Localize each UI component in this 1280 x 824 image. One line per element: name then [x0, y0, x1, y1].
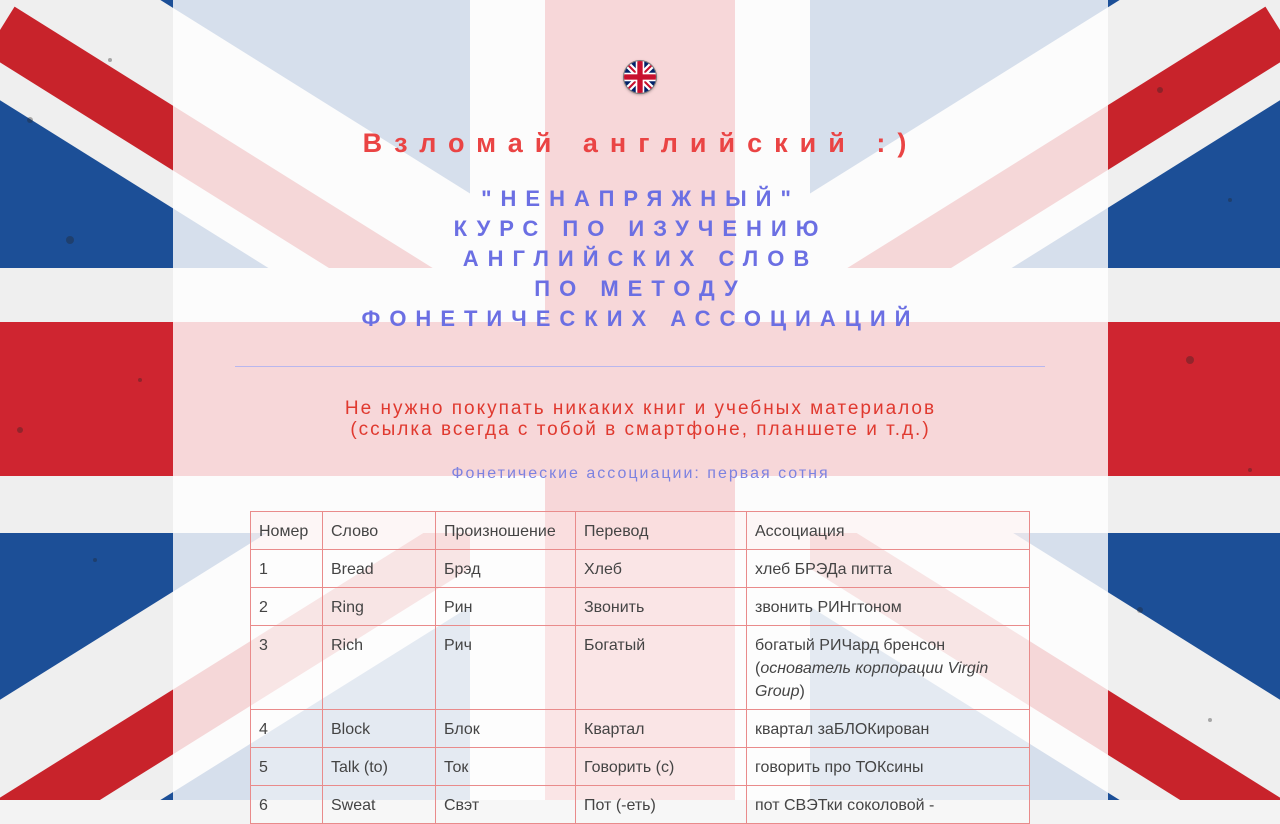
cell-translation: Говорить (с): [576, 748, 747, 786]
cell-association: богатый РИЧард бренсон (основатель корпорации Virgin Group): [747, 626, 1030, 710]
cell-word: Sweat: [323, 786, 436, 824]
notice-text: [173, 398, 1108, 440]
cell-translation: Звонить: [576, 588, 747, 626]
cell-association: квартал заБЛОКирован: [747, 710, 1030, 748]
notice-line-1: Не нужно покупать никаких книг и учебных материалов: [344, 398, 937, 419]
cell-pronunciation: Рич: [436, 626, 576, 710]
header-pronunciation: Произношение: [436, 512, 576, 550]
association-text: богатый РИЧард бренсон: [755, 637, 946, 654]
cell-pronunciation: Свэт: [436, 786, 576, 824]
cell-translation: Квартал: [576, 710, 747, 748]
cell-translation: Богатый: [576, 626, 747, 710]
table-header-row: [251, 512, 1030, 550]
cell-pronunciation: Ток: [436, 748, 576, 786]
cell-translation: Хлеб: [576, 550, 747, 588]
cell-number: 5: [251, 748, 323, 786]
table-row: [251, 786, 1030, 824]
cell-word: Bread: [323, 550, 436, 588]
uk-flag-icon[interactable]: [624, 61, 656, 93]
subtitle-line: КУРС ПО ИЗУЧЕНИЮ: [453, 216, 828, 241]
page-title: Взломай английский :): [362, 128, 919, 158]
subtitle-line: "НЕНАПРЯЖНЫЙ": [481, 186, 800, 211]
cell-association: пот СВЭТки соколовой -: [747, 786, 1030, 824]
table-row: [251, 550, 1030, 588]
words-table: [250, 511, 1030, 824]
header-translation: Перевод: [576, 512, 747, 550]
cell-number: 3: [251, 626, 323, 710]
header-word: Слово: [323, 512, 436, 550]
cell-number: 2: [251, 588, 323, 626]
notice-line-2: (ссылка всегда с тобой в смартфоне, планшете и т.д.): [350, 419, 931, 440]
subtitle-line: АНГЛИЙСКИХ СЛОВ: [462, 246, 819, 271]
table-row: [251, 748, 1030, 786]
divider: [235, 366, 1045, 367]
association-note: основатель корпорации Virgin Group: [755, 660, 989, 700]
table-row: [251, 710, 1030, 748]
cell-word: Block: [323, 710, 436, 748]
cell-association: говорить про ТОКсины: [747, 748, 1030, 786]
subtitle-line: ПО МЕТОДУ: [534, 276, 747, 301]
cell-pronunciation: Рин: [436, 588, 576, 626]
cell-pronunciation: Блок: [436, 710, 576, 748]
cell-association: хлеб БРЭДа питта: [747, 550, 1030, 588]
cell-association: звонить РИНгтоном: [747, 588, 1030, 626]
cell-translation: Пот (-еть): [576, 786, 747, 824]
course-subtitle: [173, 184, 1108, 334]
cell-word: Talk (to): [323, 748, 436, 786]
cell-number: 4: [251, 710, 323, 748]
subtitle-line: ФОНЕТИЧЕСКИХ АССОЦИАЦИЙ: [361, 306, 920, 331]
cell-number: 1: [251, 550, 323, 588]
table-row: [251, 626, 1030, 710]
cell-word: Rich: [323, 626, 436, 710]
table-row: [251, 588, 1030, 626]
table-caption: Фонетические ассоциации: первая сотня: [451, 465, 830, 482]
cell-word: Ring: [323, 588, 436, 626]
header-association: Ассоциация: [747, 512, 1030, 550]
cell-number: 6: [251, 786, 323, 824]
cell-pronunciation: Брэд: [436, 550, 576, 588]
header-number: Номер: [251, 512, 323, 550]
